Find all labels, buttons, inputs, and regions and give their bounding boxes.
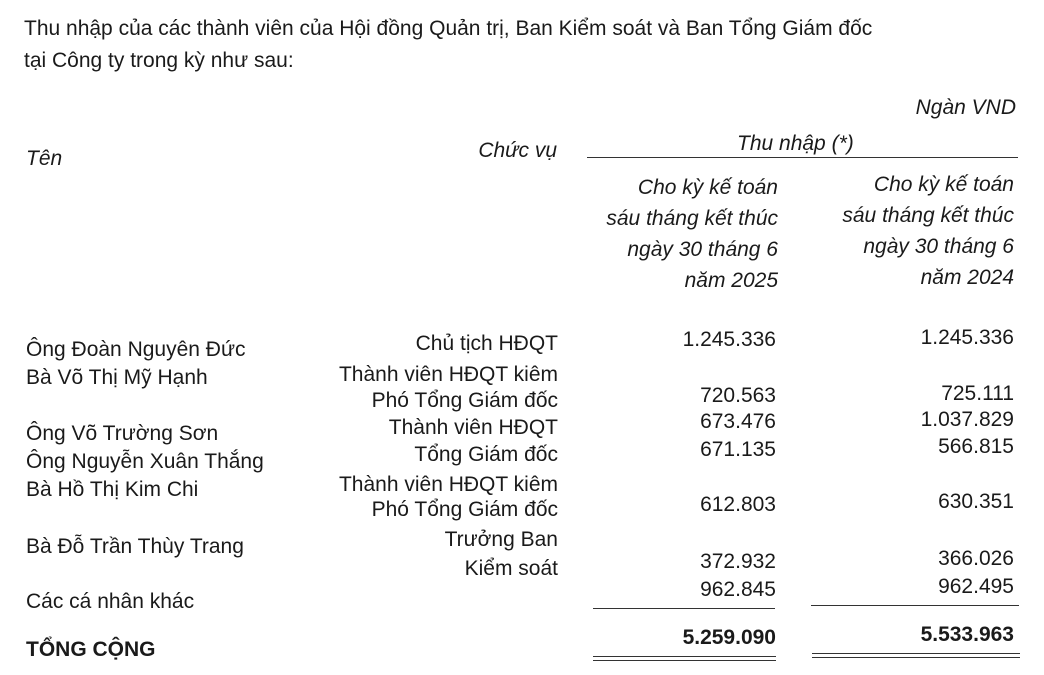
total-value-2024: 5.533.963 [920,623,1014,646]
row-position: Kiểm soát [464,557,558,580]
intro-line-2: tại Công ty trong kỳ như sau: [24,49,294,72]
row-name: Ông Đoàn Nguyên Đức [26,338,246,361]
row-value-2025: 372.932 [700,550,776,573]
total-value-2025: 5.259.090 [682,626,776,649]
header-name: Tên [26,147,63,170]
row-position: Thành viên HĐQT kiêm [338,473,558,496]
row-value-2025: 962.845 [700,578,776,601]
header-period-2024 [842,169,1014,293]
intro-line-1: Thu nhập của các thành viên của Hội đồng Quản trị, Ban Kiểm soát và Ban Tổng Giám đốc [24,17,873,40]
row-value-2024: 366.026 [938,547,1014,570]
row-name: Bà Hồ Thị Kim Chi [26,478,199,501]
header-2024-line-3: ngày 30 tháng 6 [863,235,1014,258]
row-value-2025: 671.135 [700,438,776,461]
row-name: Ông Võ Trường Sơn [26,422,219,445]
row-position: Chủ tịch HĐQT [415,332,558,355]
row-name: Ông Nguyễn Xuân Thắng [26,450,264,473]
total-label: TỔNG CỘNG [26,638,156,661]
row-name: Các cá nhân khác [26,590,195,613]
header-2024-line-2: sáu tháng kết thúc [842,204,1014,227]
total-double-rule-2024 [812,653,1020,658]
subtotal-rule-2024 [811,605,1019,606]
row-value-2025: 673.476 [700,410,776,433]
total-double-rule-2025 [593,656,776,661]
header-period-2025 [606,172,778,296]
header-2024-line-1: Cho kỳ kế toán [873,173,1014,196]
header-2025-line-4: năm 2025 [684,269,778,292]
row-name: Bà Võ Thị Mỹ Hạnh [26,366,208,389]
row-value-2024: 1.245.336 [920,326,1014,349]
row-value-2025: 720.563 [700,384,776,407]
row-value-2024: 962.495 [938,575,1014,598]
row-value-2025: 1.245.336 [682,328,776,351]
row-value-2025: 612.803 [700,493,776,516]
row-value-2024: 725.111 [941,382,1014,405]
row-position: Thành viên HĐQT [388,416,558,439]
row-position: Phó Tổng Giám đốc [371,498,558,521]
row-value-2024: 566.815 [938,435,1014,458]
row-position: Trưởng Ban [444,528,558,551]
subtotal-rule-2025 [593,608,775,609]
header-2024-line-4: năm 2024 [920,266,1014,289]
header-income: Thu nhập (*) [737,132,854,155]
row-position: Tổng Giám đốc [414,443,558,466]
header-2025-line-2: sáu tháng kết thúc [606,207,778,230]
header-2025-line-3: ngày 30 tháng 6 [627,238,778,261]
row-position: Phó Tổng Giám đốc [371,389,558,412]
row-value-2024: 630.351 [938,490,1014,513]
row-name: Bà Đỗ Trần Thùy Trang [26,535,244,558]
unit-label: Ngàn VND [915,96,1016,119]
header-position: Chức vụ [478,139,557,162]
header-2025-line-1: Cho kỳ kế toán [637,176,778,199]
row-value-2024: 1.037.829 [920,408,1014,431]
row-position: Thành viên HĐQT kiêm [338,363,558,386]
header-income-rule [587,157,1018,158]
